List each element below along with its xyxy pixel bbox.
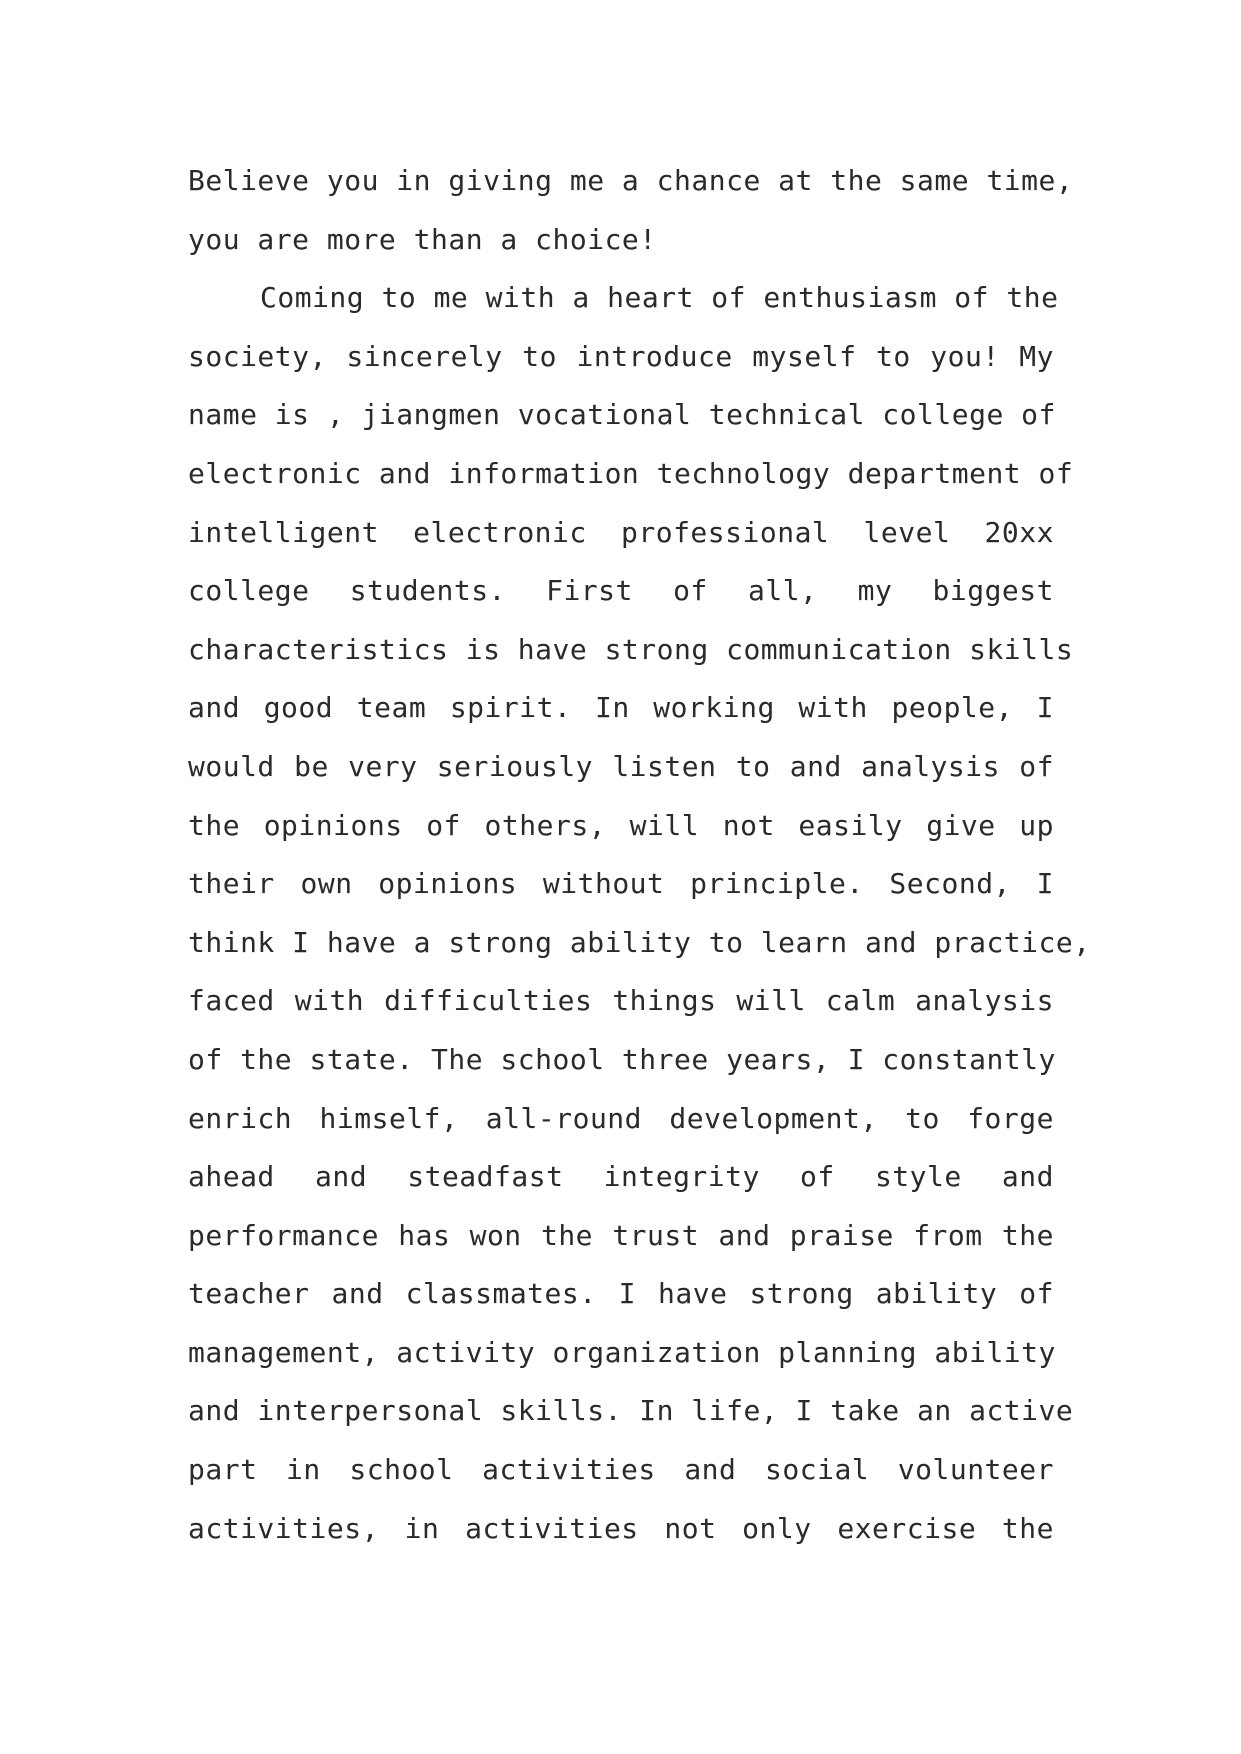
text-line: characteristics is have strong communication skills (188, 632, 1074, 666)
text-line: electronic and information technology department of (188, 456, 1074, 490)
text-line: teacher and classmates. I have strong ability of (188, 1277, 1054, 1311)
text-line: would be very seriously listen to and analysis of (188, 749, 1054, 783)
text-line: college students. First of all, my biggest (188, 574, 1054, 608)
body-text (188, 161, 1091, 1567)
text-line: faced with difficulties things will calm analysis (188, 984, 1054, 1018)
text-line: and good team spirit. In working with people, I (188, 691, 1054, 725)
text-line: and interpersonal skills. In life, I take an active (188, 1394, 1074, 1428)
text-line: society, sincerely to introduce myself to you! My (188, 339, 1054, 373)
text-line: think I have a strong ability to learn and practice, (188, 925, 1091, 959)
text-line: performance has won the trust and praise from the (188, 1218, 1054, 1252)
text-line: activities, in activities not only exercise the (188, 1511, 1054, 1545)
text-line: part in school activities and social volunteer (188, 1453, 1054, 1487)
text-line: enrich himself, all-round development, to forge (188, 1101, 1054, 1135)
text-line: intelligent electronic professional level 20xx (188, 515, 1054, 549)
text-line: the opinions of others, will not easily give up (188, 808, 1054, 842)
text-line: their own opinions without principle. Second, I (188, 867, 1054, 901)
text-line: Believe you in giving me a chance at the same time, (188, 164, 1074, 197)
text-line: of the state. The school three years, I constantly (188, 1042, 1056, 1076)
paragraph-first-line: Coming to me with a heart of enthusiasm of the (260, 281, 1059, 315)
text-line: name is , jiangmen vocational technical college of (188, 398, 1056, 432)
text-line: management, activity organization planning ability (188, 1335, 1056, 1369)
text-line: ahead and steadfast integrity of style and (188, 1160, 1054, 1194)
text-line: you are more than a choice! (188, 222, 657, 256)
